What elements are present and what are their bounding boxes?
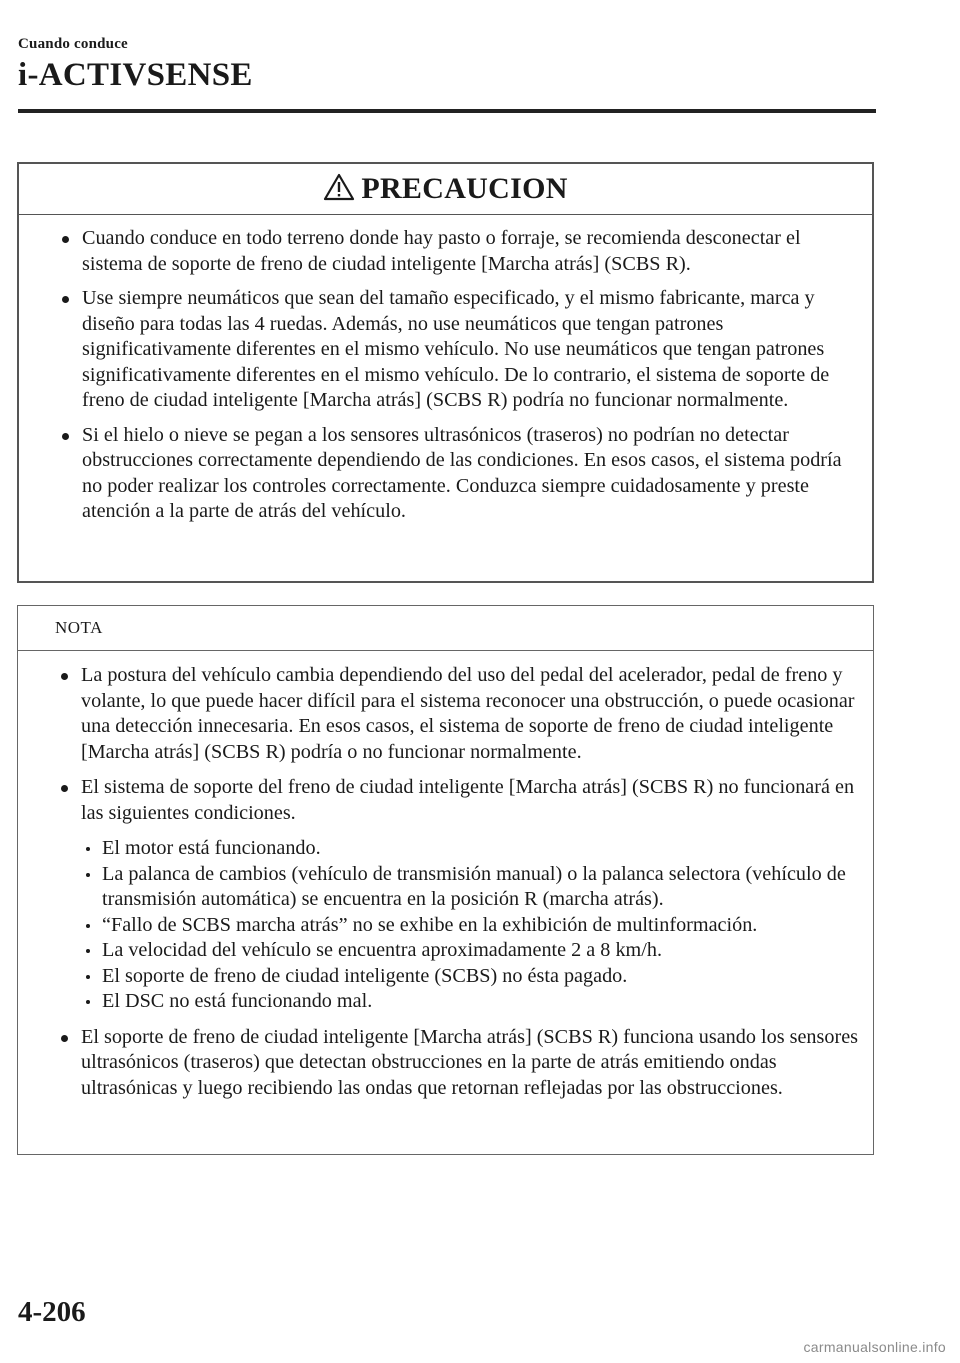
caution-item	[19, 286, 872, 414]
note-item-text: El sistema de soporte del freno de ciudad inteligente [Marcha atrás] (SCBS R) no funcionará en las siguientes condiciones.	[81, 776, 855, 824]
bullet-icon	[61, 1035, 68, 1042]
small-bullet-icon	[86, 1000, 90, 1004]
condition-text: El motor está funcionando.	[102, 837, 321, 859]
small-bullet-icon	[86, 975, 90, 979]
chapter-title: i-ACTIVSENSE	[18, 57, 253, 93]
bullet-icon	[62, 296, 69, 303]
note-heading: NOTA	[18, 606, 873, 651]
bullet-icon	[62, 433, 69, 440]
condition-text: “Fallo de SCBS marcha atrás” no se exhibe en la exhibición de multinformación.	[102, 913, 758, 936]
section-label: Cuando conduce	[18, 36, 128, 52]
note-item-text: La postura del vehículo cambia dependiendo del uso del pedal del acelerador, pedal de freno y volante, lo que puede hacer difícil para el sistema reconocer una obstrucción, o puede ocasionar una detección innecesaria. En esos casos, el sistema de soporte de freno de ciudad inteligente [Marcha atrás] (SCBS R) podría o no funcionar normalmente.	[81, 664, 855, 763]
condition-text: La palanca de cambios (vehículo de transmisión manual) o la palanca selectora (vehículo de transmisión automática) se encuentra en la posición R (marcha atrás).	[102, 862, 846, 910]
note-list	[18, 651, 873, 1101]
caution-item-text: Use siempre neumáticos que sean del tamaño especificado, y el mismo fabricante, marca y diseño para todas las 4 ruedas. Además, no use neumáticos que tengan patrones significativamente diferentes en el mismo vehículo. No use neumáticos que tengan patrones significativamente diferentes en el mismo vehículo. De lo contrario, el sistema de soporte de freno de ciudad inteligente [Marcha atrás] (SCBS R) podría no funcionar normalmente.	[82, 287, 830, 411]
bullet-icon	[62, 236, 69, 243]
header-rule	[18, 109, 876, 113]
bullet-icon	[61, 785, 68, 792]
conditions-list	[81, 836, 863, 1015]
note-item	[18, 1025, 873, 1102]
warning-triangle-icon	[323, 173, 355, 201]
condition-text: La velocidad del vehículo se encuentra aproximadamente 2 a 8 km/h.	[102, 939, 662, 961]
note-item	[18, 663, 873, 765]
condition-item	[81, 964, 863, 990]
note-item-text: El soporte de freno de ciudad inteligente [Marcha atrás] (SCBS R) funciona usando los sensores ultrasónicos (traseros) que detectan obstrucciones en la parte de atrás emitiendo ondas ultrasónicas y luego recibiendo las ondas que retornan reflejadas por las obstrucciones.	[81, 1025, 859, 1099]
bullet-icon	[61, 673, 68, 680]
condition-item	[81, 836, 863, 862]
note-box	[17, 605, 874, 1155]
caution-item	[19, 226, 872, 277]
condition-item	[81, 913, 863, 939]
small-bullet-icon	[86, 847, 90, 851]
caution-title: PRECAUCION	[361, 172, 568, 205]
caution-list	[19, 215, 872, 525]
caution-box	[17, 162, 874, 583]
caution-item-text: Cuando conduce en todo terreno donde hay pasto o forraje, se recomienda desconectar el sistema de soporte de freno de ciudad inteligente [Marcha atrás] (SCBS R).	[82, 227, 801, 275]
condition-item	[81, 938, 863, 964]
small-bullet-icon	[86, 873, 90, 877]
caution-item-text: Si el hielo o nieve se pegan a los sensores ultrasónicos (traseros) no podrían no detectar obstrucciones correctamente dependiendo de las condiciones. En esos casos, el sistema podría no poder realizar los controles correctamente. Conduzca siempre cuidadosamente y preste atención a la parte de atrás del vehículo.	[82, 423, 842, 522]
caution-heading	[19, 164, 872, 215]
condition-text: El DSC no está funcionando mal.	[102, 990, 373, 1012]
note-item	[18, 775, 873, 1015]
caution-item	[19, 423, 872, 525]
condition-text: El soporte de freno de ciudad inteligente (SCBS) no ésta pagado.	[102, 964, 628, 987]
small-bullet-icon	[86, 949, 90, 953]
small-bullet-icon	[86, 924, 90, 928]
condition-item	[81, 989, 863, 1015]
page-number: 4-206	[18, 1296, 86, 1328]
condition-item	[81, 862, 863, 913]
page-header	[18, 36, 253, 94]
watermark: carmanualsonline.info	[803, 1339, 946, 1355]
